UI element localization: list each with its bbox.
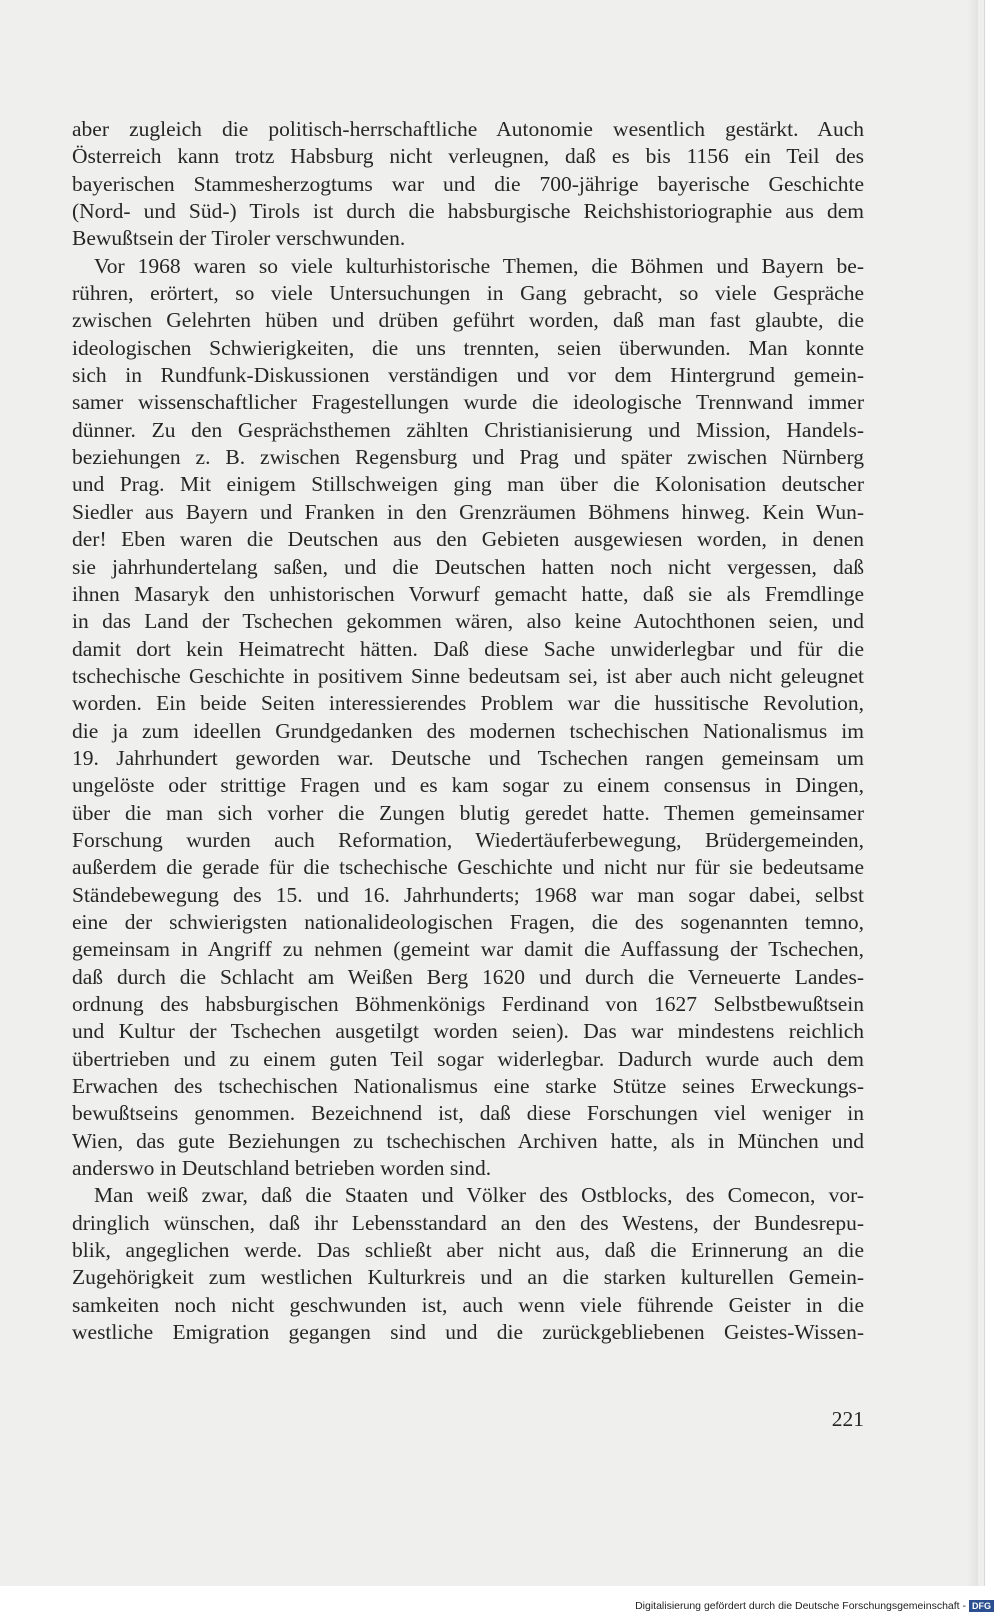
text-line: aber zugleich die politisch-herrschaftliche Autonomie wesentlich gestärkt. Auch xyxy=(72,117,864,141)
body-text xyxy=(72,116,864,1346)
text-line: beziehungen z. B. zwischen Regensburg und Prag und später zwischen Nürnberg xyxy=(72,445,864,470)
text-line: Wien, das gute Beziehungen zu tschechischen Archiven hatte, als in München und xyxy=(72,1128,864,1153)
text-line: eine der schwierigsten nationalideologischen Fragen, die des sogenannten temno, xyxy=(72,909,864,934)
paragraph-start-line: Vor 1968 waren so viele kulturhistorische Themen, die Böhmen und Bayern be- xyxy=(94,253,864,278)
text-line: Forschung wurden auch Reformation, Wiedertäuferbewegung, Brüdergemeinden, xyxy=(72,827,864,852)
text-line: Erwachen des tschechischen Nationalismus eine starke Stütze seines Erweckungs- xyxy=(72,1074,864,1099)
text-line: samkeiten noch nicht geschwunden ist, auch wenn viele führende Geister in die xyxy=(72,1292,864,1317)
credit-text: Digitalisierung gefördert durch die Deutsche Forschungsgemeinschaft - xyxy=(635,1600,966,1612)
text-line: ihnen Masaryk den unhistorischen Vorwurf gemacht hatte, daß sie als Fremdlinge xyxy=(72,581,864,606)
text-line: Zugehörigkeit zum westlichen Kulturkreis und an die starken kulturellen Gemein- xyxy=(72,1265,864,1290)
text-line: Bewußtsein der Tiroler verschwunden. xyxy=(72,226,406,251)
text-line: (Nord- und Süd-) Tirols ist durch die habsburgische Reichshistoriographie aus dem xyxy=(72,199,864,224)
text-line: bayerischen Stammesherzogtums war und die 700-jährige bayerische Geschichte xyxy=(72,171,864,196)
text-line: 19. Jahrhundert geworden war. Deutsche und Tschechen rangen gemeinsam um xyxy=(72,745,864,770)
dfg-logo: DFG xyxy=(969,1600,994,1612)
text-line: Ständebewegung des 15. und 16. Jahrhunderts; 1968 war man sogar dabei, selbst xyxy=(72,882,864,907)
text-line: gemeinsam in Angriff zu nehmen (gemeint war damit die Auffassung der Tschechen, xyxy=(72,937,864,962)
text-line: westliche Emigration gegangen sind und die zurückgebliebenen Geistes-Wissen- xyxy=(72,1320,864,1345)
text-line: daß durch die Schlacht am Weißen Berg 1620 und durch die Verneuerte Landes- xyxy=(72,964,864,989)
text-line: über die man sich vorher die Zungen blutig geredet hatte. Themen gemeinsamer xyxy=(72,800,864,825)
text-line: bewußtseins genommen. Bezeichnend ist, daß diese Forschungen viel weniger in xyxy=(72,1101,864,1126)
text-line: worden. Ein beide Seiten interessierendes Problem war die hussitische Revolution, xyxy=(72,691,864,716)
text-line: sich in Rundfunk-Diskussionen verständigen und vor dem Hintergrund gemein- xyxy=(72,363,864,388)
text-line: tschechische Geschichte in positivem Sinne bedeutsam sei, ist aber auch nicht geleugnet xyxy=(72,663,864,688)
text-line: Österreich kann trotz Habsburg nicht verleugnen, daß es bis 1156 ein Teil des xyxy=(72,144,864,169)
text-line: samer wissenschaftlicher Fragestellungen wurde die ideologische Trennwand immer xyxy=(72,390,864,415)
text-line: in das Land der Tschechen gekommen wären, also keine Autochthonen seien, und xyxy=(72,609,864,634)
page-number: 221 xyxy=(831,1407,864,1431)
text-line: ideologischen Schwierigkeiten, die uns trennten, seien überwunden. Man konnte xyxy=(72,335,864,360)
text-line: anderswo in Deutschland betrieben worden sind. xyxy=(72,1156,492,1181)
text-line: außerdem die gerade für die tschechische Geschichte und nicht nur für sie bedeutsame xyxy=(72,855,864,880)
text-line: dringlich wünschen, daß ihr Lebensstandard an den des Westens, der Bundesrepu- xyxy=(72,1210,864,1235)
text-line: rühren, erörtert, so viele Untersuchungen in Gang gebracht, so viele Gespräche xyxy=(72,281,864,306)
text-line: übertrieben und zu einem guten Teil sogar widerlegbar. Dadurch wurde auch dem xyxy=(72,1046,864,1071)
text-line: dünner. Zu den Gesprächsthemen zählten Christianisierung und Mission, Handels- xyxy=(72,417,864,442)
text-line: ordnung des habsburgischen Böhmenkönigs Ferdinand von 1627 Selbstbewußtsein xyxy=(72,992,864,1016)
text-line: blik, angeglichen werde. Das schließt aber nicht aus, daß die Erinnerung an die xyxy=(72,1238,864,1263)
paragraph-start-line: Man weiß zwar, daß die Staaten und Völker des Ostblocks, des Comecon, vor- xyxy=(94,1183,864,1208)
text-line: Siedler aus Bayern und Franken in den Grenzräumen Böhmens hinweg. Kein Wun- xyxy=(72,499,864,524)
text-line: sie jahrhundertelang saßen, und die Deutschen hatten noch nicht vergessen, daß xyxy=(72,554,864,579)
digitization-credit xyxy=(635,1600,994,1612)
text-line: und Kultur der Tschechen ausgetilgt worden seien). Das war mindestens reichlich xyxy=(72,1019,864,1044)
text-line: die ja zum ideellen Grundgedanken des modernen tschechischen Nationalismus im xyxy=(72,718,864,743)
text-line: ungelöste oder strittige Fragen und es kam sogar zu einem consensus in Dingen, xyxy=(72,773,864,798)
text-line: zwischen Gelehrten hüben und drüben geführt worden, daß man fast glaubte, die xyxy=(72,308,864,333)
text-line: der! Eben waren die Deutschen aus den Gebieten ausgewiesen worden, in denen xyxy=(72,527,864,552)
text-line: und Prag. Mit einigem Stillschweigen ging man über die Kolonisation deutscher xyxy=(72,472,864,497)
text-line: damit dort kein Heimatrecht hätten. Daß diese Sache unwiderlegbar und für die xyxy=(72,636,864,661)
